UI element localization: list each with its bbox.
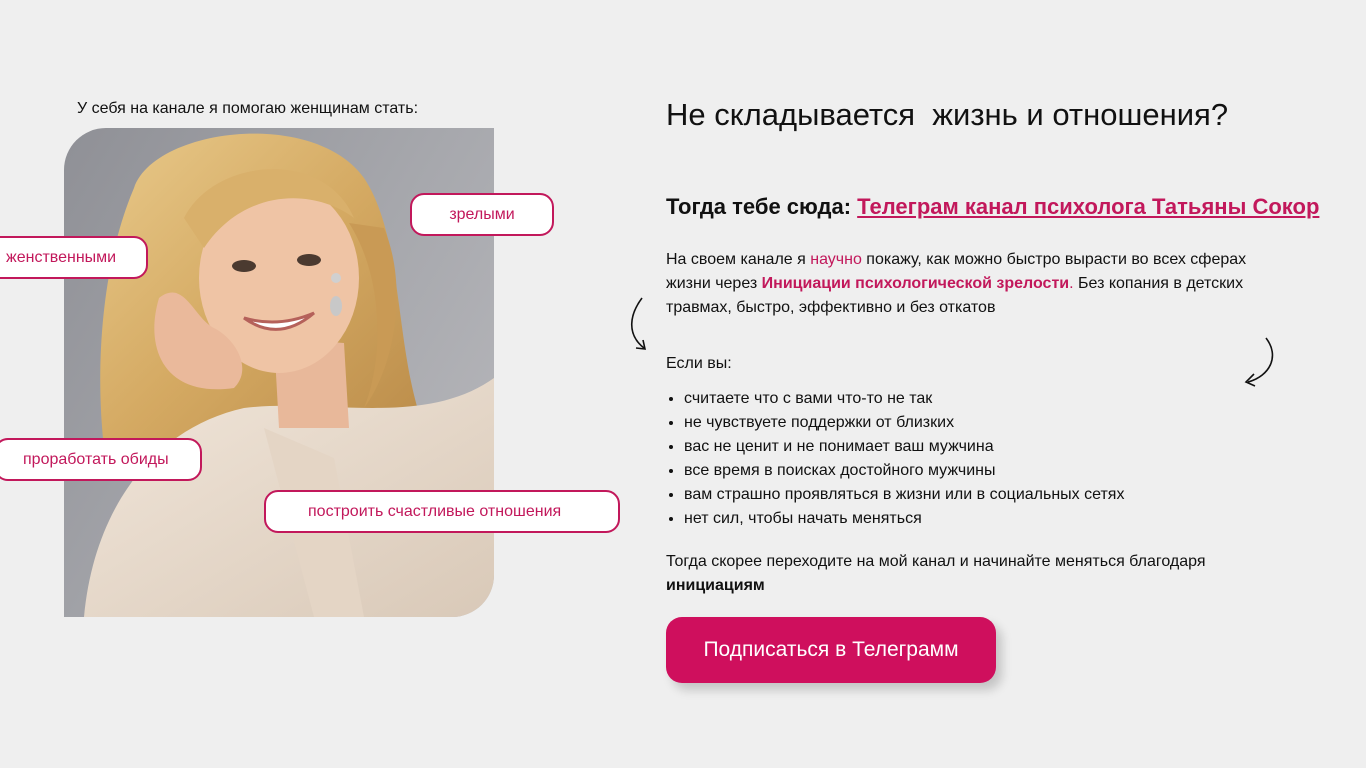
tag-mature: зрелыми [410,193,554,236]
cta-text-bold: инициациям [666,577,765,594]
desc-accent-scientific: научно [810,251,862,268]
curved-arrow-icon [624,296,654,354]
list-item: • считаете что с вами что-то не так [684,387,1124,411]
desc-accent-period: . [1069,275,1074,292]
tag-resentments: проработать обиды [0,438,202,481]
tag-feminine: женственными [0,236,148,279]
desc-text-2: покажу, как можно быстро вырасти во всех сферах жизни через [666,251,1247,292]
call-to-action-text [666,550,1266,598]
subhead-prefix: Тогда тебе сюда: [666,194,858,219]
list-item: • все время в поисках достойного мужчины [684,459,1124,483]
channel-description [666,248,1266,320]
desc-accent-initiations: Инициации психологической зрелости [761,275,1070,292]
telegram-channel-link[interactable]: Телеграм канал психолога Татьяны Сокор [857,194,1320,219]
list-item: • не чувствуете поддержки от близких [684,411,1124,435]
curved-arrow-icon-right [1240,336,1280,388]
page-title: Не складывается жизнь и отношения? [666,97,1229,132]
list-item: • вам страшно проявляться в жизни или в социальных сетях [684,483,1124,507]
desc-text-3: Без копания в детских травмах, быстро, эффективно и без откатов [666,275,1244,316]
subscribe-telegram-button[interactable]: Подписаться в Телеграмм [666,617,996,683]
list-item: • нет сил, чтобы начать меняться [684,507,1124,531]
desc-text-1: На своем канале я [666,251,811,268]
if-you-label: Если вы: [666,355,732,372]
subhead [666,194,1319,220]
list-item: • вас не ценит и не понимает ваш мужчина [684,435,1124,459]
cta-text: Тогда скорее переходите на мой канал и начинайте меняться благодаря [666,553,1206,570]
pain-points-list [684,387,1124,531]
intro-text: У себя на канале я помогаю женщинам стать: [77,100,419,117]
tag-relationships: построить счастливые отношения [264,490,620,533]
